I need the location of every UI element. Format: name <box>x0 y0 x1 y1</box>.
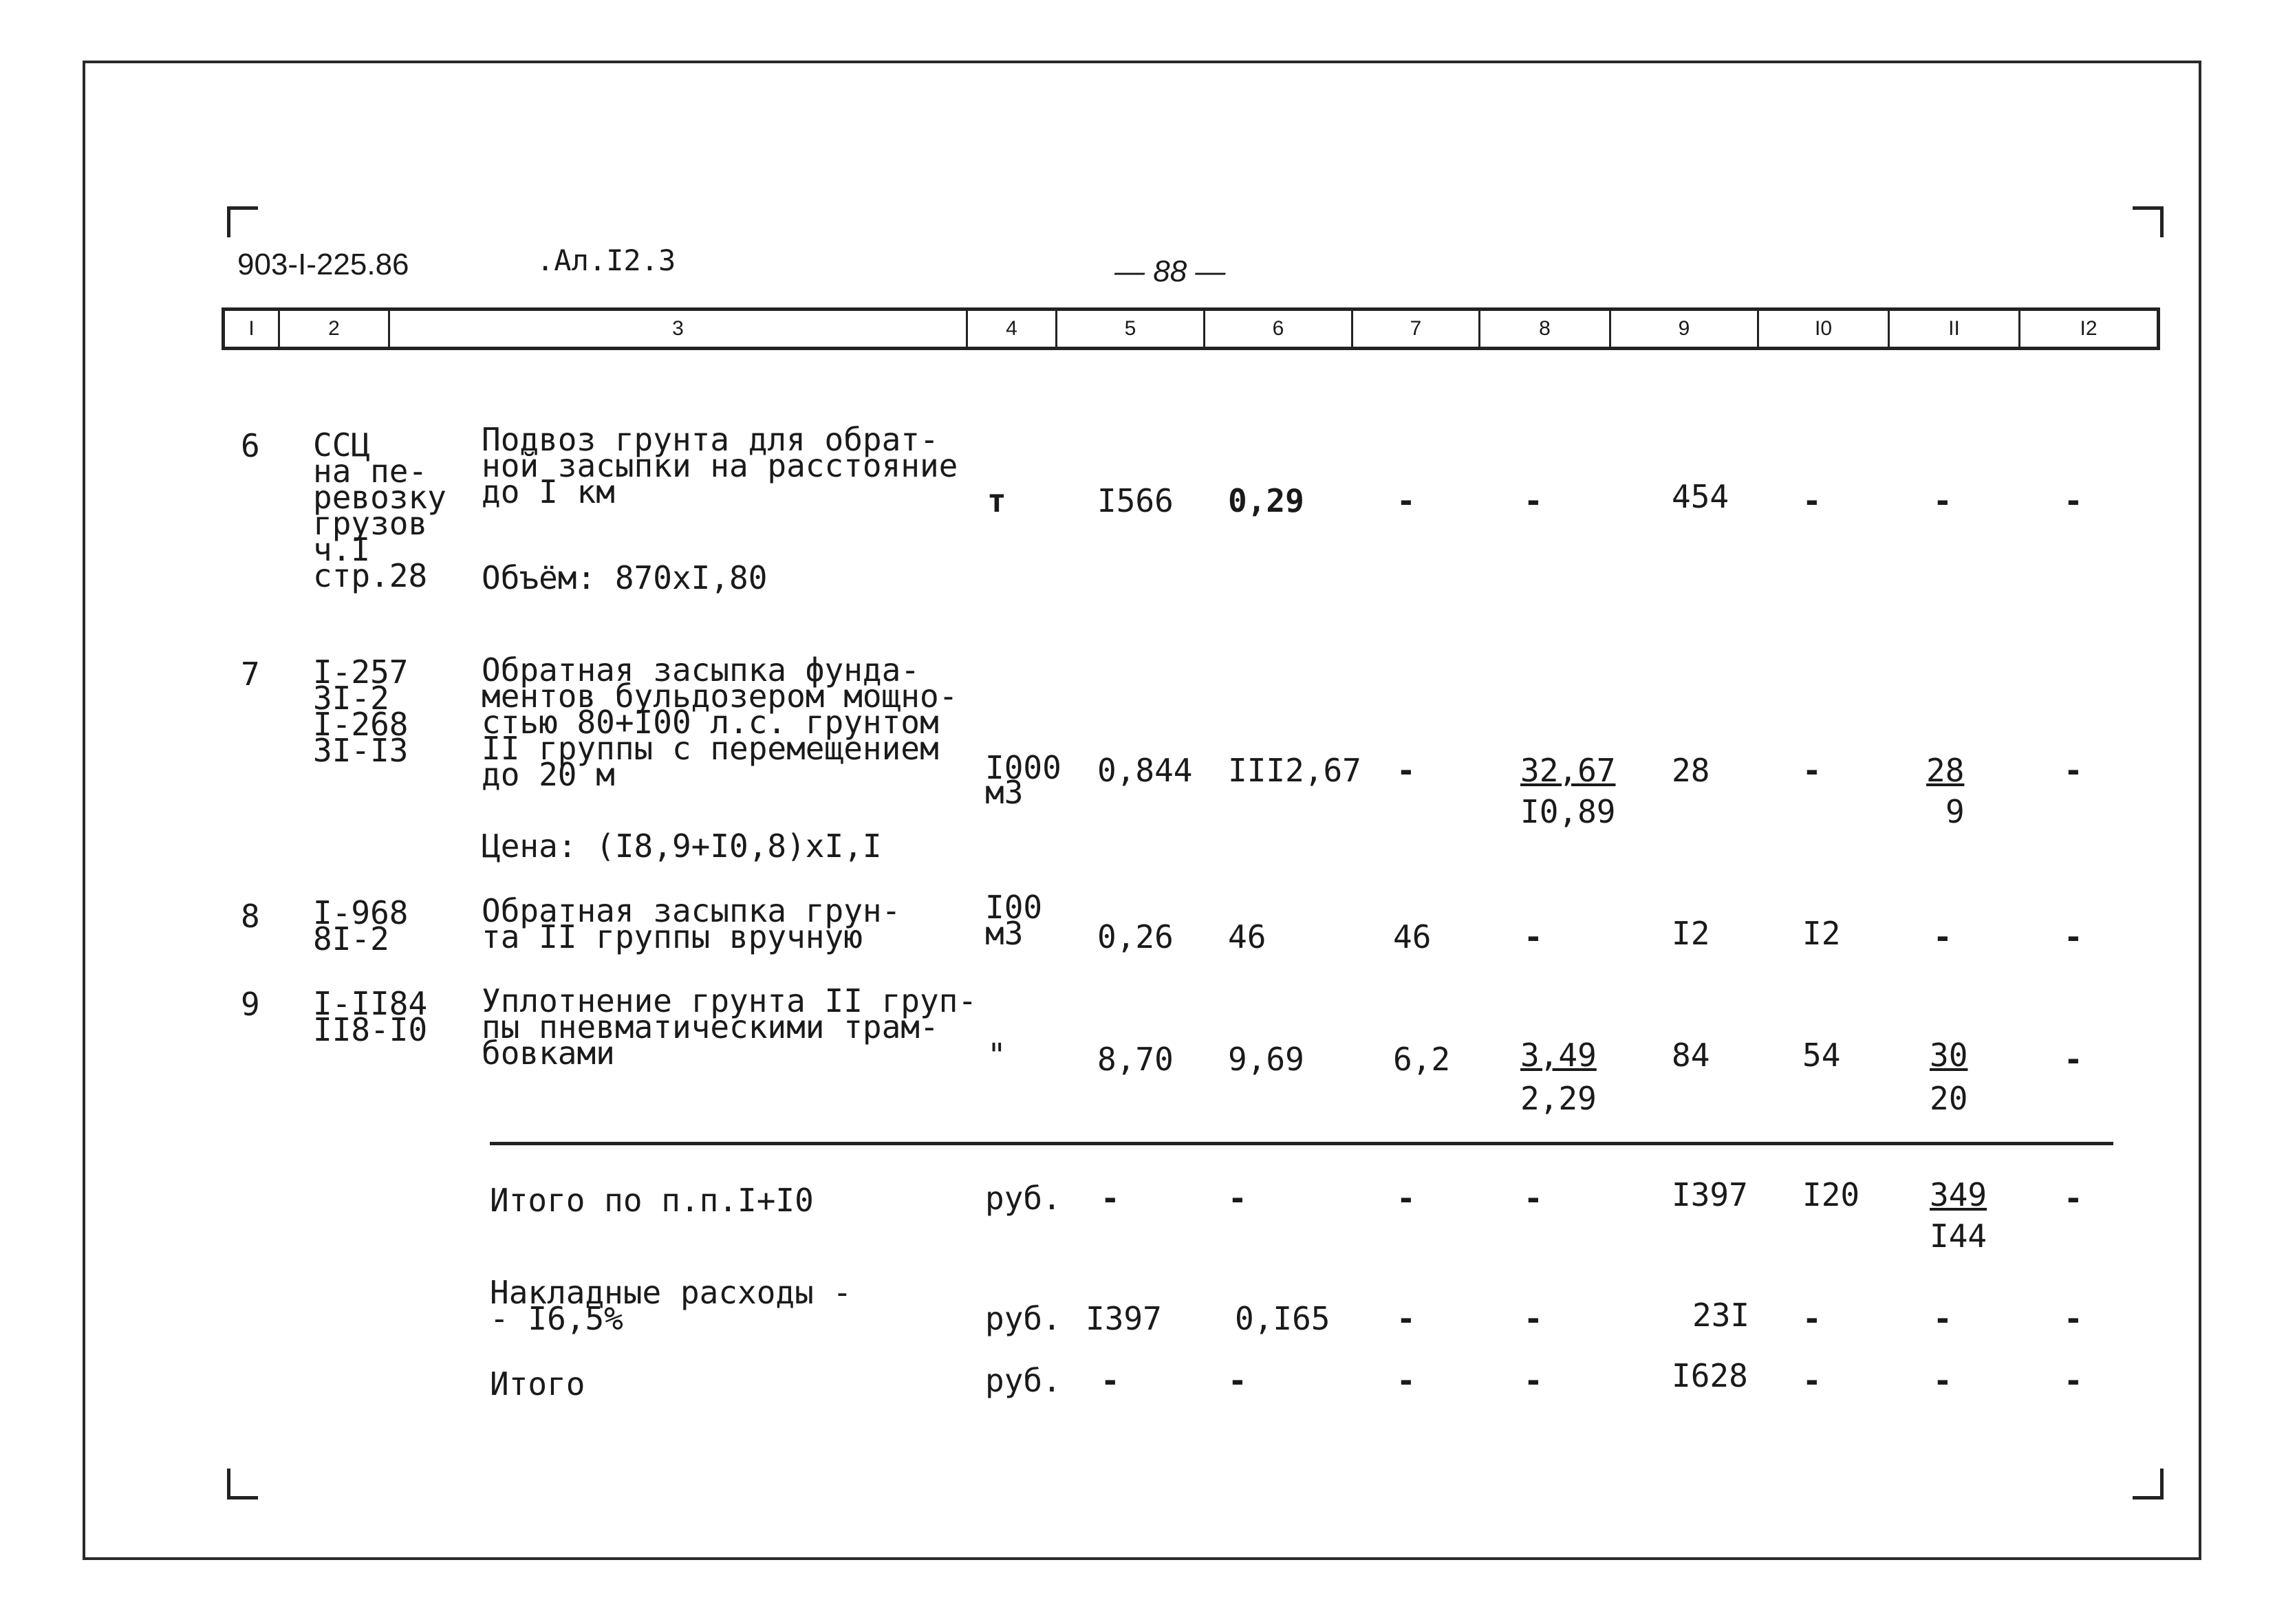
cell-col10: - <box>1802 752 1822 789</box>
row-number: 9 <box>241 986 260 1023</box>
column-number: 7 <box>1353 311 1480 347</box>
cell-col5: I397 <box>1086 1300 1162 1337</box>
cell-col5: - <box>1101 1362 1120 1399</box>
document-code: 903-I-225.86 <box>237 248 409 281</box>
cell-col7: 46 <box>1393 918 1432 955</box>
rate-code: I-257 3I-2 I-268 3I-I3 <box>313 653 409 769</box>
cell-col11: - <box>1933 918 1952 955</box>
cell-col5: 0,26 <box>1097 918 1174 955</box>
cell-col6: - <box>1228 1180 1247 1217</box>
column-number: I2 <box>2080 317 2098 340</box>
cell-col5: 0,844 <box>1097 752 1193 789</box>
column-number-bar <box>222 307 2160 350</box>
cell-col12: - <box>2064 752 2083 789</box>
cell-col7: - <box>1397 482 1416 519</box>
cell-col8-numerator: 3,49 <box>1520 1037 1597 1074</box>
cell-col10: - <box>1802 1300 1822 1337</box>
corner-mark-bottom-left <box>227 1469 258 1500</box>
column-number: 8 <box>1480 311 1611 347</box>
work-description: Обратная засыпка фунда- ментов бульдозером мощно- стью 80+I00 л.с. грунтом II группы с перемещением до 20 м <box>482 651 958 793</box>
unit-cell: т <box>987 482 1006 519</box>
corner-mark-bottom-right <box>2133 1469 2164 1500</box>
cell-col10: - <box>1802 482 1822 519</box>
cell-col9: 28 <box>1672 752 1710 789</box>
rate-code: I-II84 II8-I0 <box>313 985 428 1048</box>
cell-col10: 54 <box>1802 1037 1841 1074</box>
cell-col9: I2 <box>1672 915 1710 952</box>
cell-col9: I628 <box>1672 1357 1748 1394</box>
sheet-reference: .Ал.I2.3 <box>537 243 676 277</box>
cell-col6: 9,69 <box>1228 1041 1304 1078</box>
cell-col6: 46 <box>1228 918 1266 955</box>
cell-col8: - <box>1524 1362 1543 1399</box>
cell-col12: - <box>2064 1041 2083 1078</box>
cell-col8: - <box>1524 482 1543 519</box>
cell-col11: - <box>1933 1362 1952 1399</box>
total-description: Итого <box>490 1365 585 1403</box>
cell-col6: 0,29 <box>1228 482 1304 519</box>
cell-col12: - <box>2064 1300 2083 1337</box>
cell-col12: - <box>2064 482 2083 519</box>
corner-mark-top-right <box>2133 206 2164 237</box>
unit-cell: руб. <box>985 1180 1061 1217</box>
cell-col11: - <box>1933 482 1952 519</box>
cell-col8: - <box>1524 1180 1543 1217</box>
cell-col8: - <box>1524 1300 1543 1337</box>
work-description: Подвоз грунта для обрат- ной засыпки на расстояние до I км <box>482 421 958 510</box>
cell-col8-denominator: I0,89 <box>1520 793 1616 830</box>
calculation-note: Объём: 870хI,80 <box>482 559 768 596</box>
cell-col12: - <box>2064 918 2083 955</box>
cell-col11-denominator: I44 <box>1930 1217 1987 1255</box>
cell-col12: - <box>2064 1362 2083 1399</box>
unit-cell: " <box>987 1037 1006 1074</box>
row-number: 6 <box>241 427 260 464</box>
column-number: 5 <box>1057 311 1205 347</box>
cell-col11-numerator: 349 <box>1930 1176 1987 1213</box>
row-number: 8 <box>241 898 260 935</box>
column-number: I0 <box>1759 311 1890 347</box>
unit-cell: I00 м3 <box>985 889 1043 952</box>
cell-col12: - <box>2064 1180 2083 1217</box>
column-number: II <box>1890 311 2020 347</box>
cell-col8: - <box>1524 918 1543 955</box>
cell-col9: 454 <box>1672 478 1729 515</box>
column-number: I <box>225 311 280 347</box>
cell-col5: 8,70 <box>1097 1041 1174 1078</box>
total-description: Накладные расходы - - I6,5% <box>490 1274 852 1337</box>
column-number: 3 <box>390 311 968 347</box>
calculation-note: Цена: (I8,9+I0,8)хI,I <box>482 827 882 865</box>
totals-divider <box>490 1142 2113 1145</box>
cell-col6: III2,67 <box>1228 752 1361 789</box>
cell-col8-denominator: 2,29 <box>1520 1080 1597 1117</box>
cell-col7: - <box>1397 752 1416 789</box>
rate-code: ССЦ на пе- ревозку грузов ч.I стр.28 <box>313 426 446 594</box>
column-number: 2 <box>280 311 390 347</box>
cell-col6: - <box>1228 1362 1247 1399</box>
cell-col9: 84 <box>1672 1037 1710 1074</box>
cell-col9: I397 <box>1672 1176 1748 1213</box>
cell-col8-numerator: 32,67 <box>1520 752 1616 789</box>
unit-cell: руб. <box>985 1300 1061 1337</box>
column-number: 4 <box>968 311 1057 347</box>
unit-cell: I000 м3 <box>985 749 1061 811</box>
cell-col11-denominator: 9 <box>1945 793 1965 830</box>
work-description: Уплотнение грунта II груп- пы пневматическими трам- бовками <box>482 982 978 1072</box>
column-number: 9 <box>1611 311 1759 347</box>
cell-col11-numerator: 28 <box>1926 752 1965 789</box>
column-number: 6 <box>1205 311 1353 347</box>
cell-col7: - <box>1397 1180 1416 1217</box>
cell-col11: - <box>1933 1300 1952 1337</box>
cell-col7: 6,2 <box>1393 1041 1451 1078</box>
row-number: 7 <box>241 656 260 693</box>
cell-col6: 0,I65 <box>1235 1300 1330 1337</box>
cell-col5: - <box>1101 1180 1120 1217</box>
cell-col9: 23I <box>1692 1297 1750 1334</box>
total-description: Итого по п.п.I+I0 <box>490 1182 814 1219</box>
cell-col11-denominator: 20 <box>1930 1080 1968 1117</box>
page-number: — 88 — <box>1114 255 1226 288</box>
cell-col11-numerator: 30 <box>1930 1037 1968 1074</box>
cell-col10: - <box>1802 1362 1822 1399</box>
cell-col5: I566 <box>1097 482 1174 519</box>
rate-code: I-968 8I-2 <box>313 894 409 957</box>
work-description: Обратная засыпка грун- та II группы вручную <box>482 892 901 955</box>
corner-mark-top-left <box>227 206 258 237</box>
cell-col10: I2 <box>1802 915 1841 952</box>
cell-col10: I20 <box>1802 1176 1860 1213</box>
cell-col7: - <box>1397 1300 1416 1337</box>
unit-cell: руб. <box>985 1362 1061 1399</box>
cell-col7: - <box>1397 1362 1416 1399</box>
